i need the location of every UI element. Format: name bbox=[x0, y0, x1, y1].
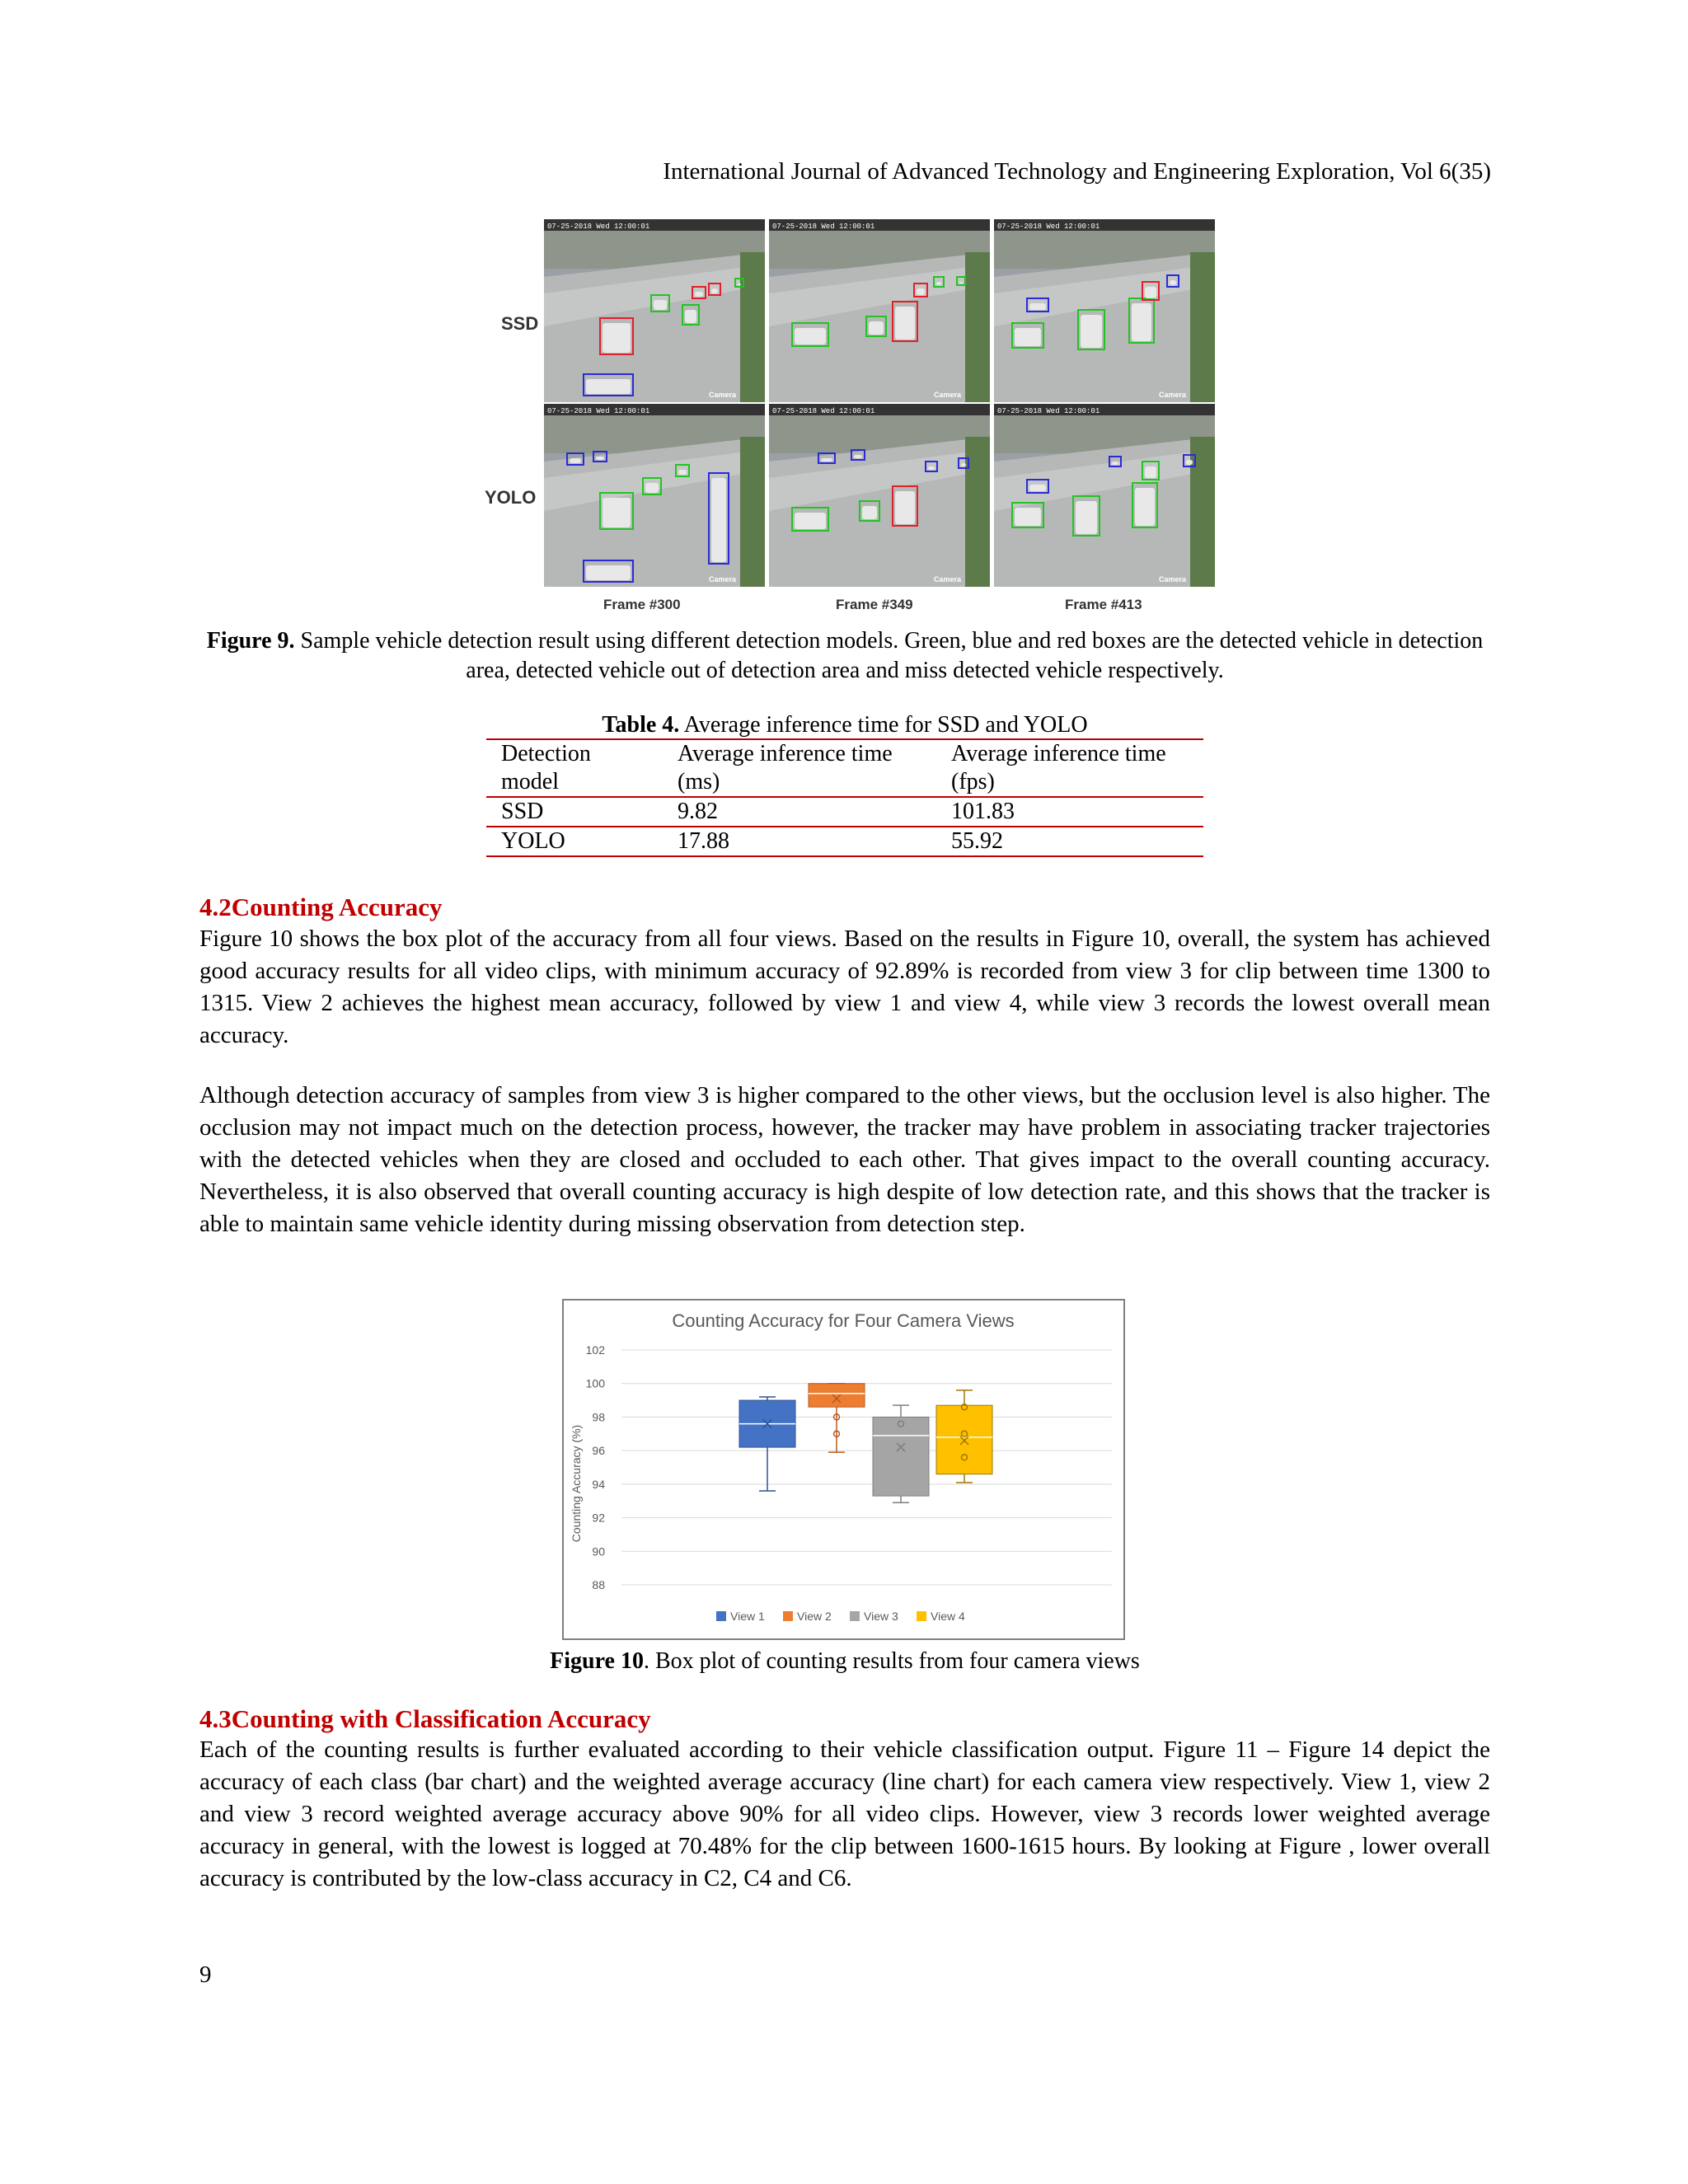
detection-frame-yolo-3 bbox=[994, 404, 1215, 587]
frame-label-300: Frame #300 bbox=[603, 597, 681, 612]
figure-10-caption-label: Figure 10 bbox=[550, 1648, 644, 1674]
svg-text:07-25-2018 Wed 12:00:01: 07-25-2018 Wed 12:00:01 bbox=[997, 407, 1100, 415]
header-cell: Average inference time bbox=[936, 739, 1203, 768]
section-4-2-paragraph-1: Figure 10 shows the box plot of the accuracy from all four views. Based on the results in Figure 10, overall, the system has achieved good accuracy results for all video clips, with minimum accuracy of 92.89% is recorded from view 3 for clip between time 1300 to 1315. View 2 achieves the highest mean accuracy, followed by view 1 and view 4, while view 3 records the lowest overall mean accuracy. bbox=[199, 926, 1490, 1048]
table-header-row bbox=[486, 739, 1203, 768]
frame-label-413: Frame #413 bbox=[1065, 597, 1142, 612]
svg-text:Camera: Camera bbox=[709, 575, 737, 583]
svg-text:Camera: Camera bbox=[1159, 575, 1187, 583]
table-4-caption-text: Average inference time for SSD and YOLO bbox=[683, 712, 1088, 738]
section-4-2-paragraph-2: Although detection accuracy of samples from view 3 is higher compared to the other views, but the occlusion level is also higher. The occlusion may not impact much on the detection process, however, the tracker may have problem in associating tracker trajectories with the detected vehicles when they are closed and occluded to each other. That gives impact to the overall counting accuracy. Nevertheless, it is also observed that overall counting accuracy is high despite of low detection rate, and this shows that the tracker is able to maintain same vehicle identity during missing observation from detection step. bbox=[199, 1082, 1490, 1237]
y-tick-label: 90 bbox=[592, 1544, 605, 1558]
legend-label: View 2 bbox=[797, 1610, 832, 1623]
figure-10-caption-text: . Box plot of counting results from four camera views bbox=[643, 1648, 1140, 1674]
table-row bbox=[486, 827, 1203, 856]
legend-swatch bbox=[716, 1611, 726, 1621]
legend-label: View 4 bbox=[931, 1610, 965, 1623]
svg-text:Camera: Camera bbox=[1159, 391, 1187, 399]
frame-label-349: Frame #349 bbox=[836, 597, 913, 612]
chart-title: Counting Accuracy for Four Camera Views bbox=[672, 1310, 1015, 1331]
row-label-yolo: YOLO bbox=[485, 487, 537, 508]
detection-frame-ssd-3 bbox=[994, 219, 1215, 402]
legend-label: View 3 bbox=[864, 1610, 898, 1623]
header-cell: Detection bbox=[486, 739, 663, 768]
figure-10-chart bbox=[562, 1299, 1125, 1640]
table-4-caption bbox=[486, 712, 1203, 738]
y-axis-label: Counting Accuracy (%) bbox=[570, 1424, 583, 1543]
box-view-1 bbox=[739, 1397, 795, 1491]
box-plot-svg bbox=[564, 1301, 1123, 1638]
detection-frame-yolo-1 bbox=[544, 404, 765, 587]
box-view-3 bbox=[873, 1405, 929, 1502]
header-cell: Average inference time bbox=[663, 739, 936, 768]
table-cell: SSD bbox=[486, 797, 663, 827]
page-number: 9 bbox=[199, 1961, 212, 1988]
legend-swatch bbox=[917, 1611, 926, 1621]
figure-9-caption-label: Figure 9. bbox=[206, 628, 295, 654]
table-cell: 9.82 bbox=[663, 797, 936, 827]
y-tick-label: 88 bbox=[592, 1578, 605, 1591]
y-tick-label: 98 bbox=[592, 1410, 605, 1424]
legend-swatch bbox=[850, 1611, 860, 1621]
detection-frame-ssd-1 bbox=[544, 219, 765, 402]
table-cell: 55.92 bbox=[936, 827, 1203, 856]
detection-frame-ssd-2 bbox=[769, 219, 990, 402]
svg-text:Camera: Camera bbox=[934, 391, 962, 399]
header-cell: (fps) bbox=[936, 768, 1203, 797]
table-header-row-2 bbox=[486, 768, 1203, 797]
table-4-caption-label: Table 4. bbox=[602, 712, 680, 738]
running-header: International Journal of Advanced Technology and Engineering Exploration, Vol 6(35) bbox=[663, 158, 1491, 185]
legend-label: View 1 bbox=[730, 1610, 765, 1623]
section-heading-4-3: 4.3Counting with Classification Accuracy bbox=[199, 1704, 651, 1733]
table-row bbox=[486, 797, 1203, 827]
y-tick-label: 102 bbox=[585, 1343, 605, 1357]
y-tick-label: 92 bbox=[592, 1511, 605, 1525]
figure-9-caption bbox=[199, 626, 1490, 686]
header-cell: model bbox=[486, 768, 663, 797]
y-tick-label: 100 bbox=[585, 1376, 605, 1390]
table-4 bbox=[486, 738, 1203, 857]
box-iqr bbox=[873, 1417, 929, 1496]
box-view-2 bbox=[809, 1384, 865, 1452]
y-tick-label: 96 bbox=[592, 1444, 605, 1458]
figure-10-caption bbox=[199, 1647, 1490, 1676]
svg-text:Camera: Camera bbox=[709, 391, 737, 399]
box-iqr bbox=[809, 1384, 865, 1408]
section-4-3-paragraph-1: Each of the counting results is further evaluated according to their vehicle classification output. Figure 11 – Figure 14 depict the accuracy of each class (bar chart) and the weighted average accuracy (line chart) for each camera view respectively. View 1, view 2 and view 3 record weighted average accuracy above 90% for all video clips. However, view 3 records lower weighted average accuracy in general, with the lowest is logged at 70.48% for the clip between 1600-1615 hours. By looking at Figure , lower overall accuracy is contributed by the low-class accuracy in C2, C4 and C6. bbox=[199, 1736, 1490, 1891]
detection-frame-yolo-2 bbox=[769, 404, 990, 587]
row-label-ssd: SSD bbox=[501, 313, 539, 334]
figure-9-caption-text: Sample vehicle detection result using different detection models. Green, blue and red boxes are the detected vehicle in detection area, detected vehicle out of detection area and miss detected vehicle respectively. bbox=[300, 628, 1484, 683]
figure-9-image bbox=[485, 216, 1226, 620]
legend-swatch bbox=[783, 1611, 793, 1621]
table-cell: 101.83 bbox=[936, 797, 1203, 827]
svg-text:07-25-2018 Wed 12:00:01: 07-25-2018 Wed 12:00:01 bbox=[547, 407, 650, 415]
table-cell: YOLO bbox=[486, 827, 663, 856]
svg-text:07-25-2018 Wed 12:00:01: 07-25-2018 Wed 12:00:01 bbox=[772, 223, 875, 231]
svg-text:07-25-2018 Wed 12:00:01: 07-25-2018 Wed 12:00:01 bbox=[547, 223, 650, 231]
svg-text:Camera: Camera bbox=[934, 575, 962, 583]
header-cell: (ms) bbox=[663, 768, 936, 797]
section-heading-4-2: 4.2Counting Accuracy bbox=[199, 893, 443, 921]
box-view-4 bbox=[936, 1390, 992, 1483]
table-cell: 17.88 bbox=[663, 827, 936, 856]
svg-text:07-25-2018 Wed 12:00:01: 07-25-2018 Wed 12:00:01 bbox=[997, 223, 1100, 231]
svg-text:07-25-2018 Wed 12:00:01: 07-25-2018 Wed 12:00:01 bbox=[772, 407, 875, 415]
y-tick-label: 94 bbox=[592, 1477, 605, 1491]
